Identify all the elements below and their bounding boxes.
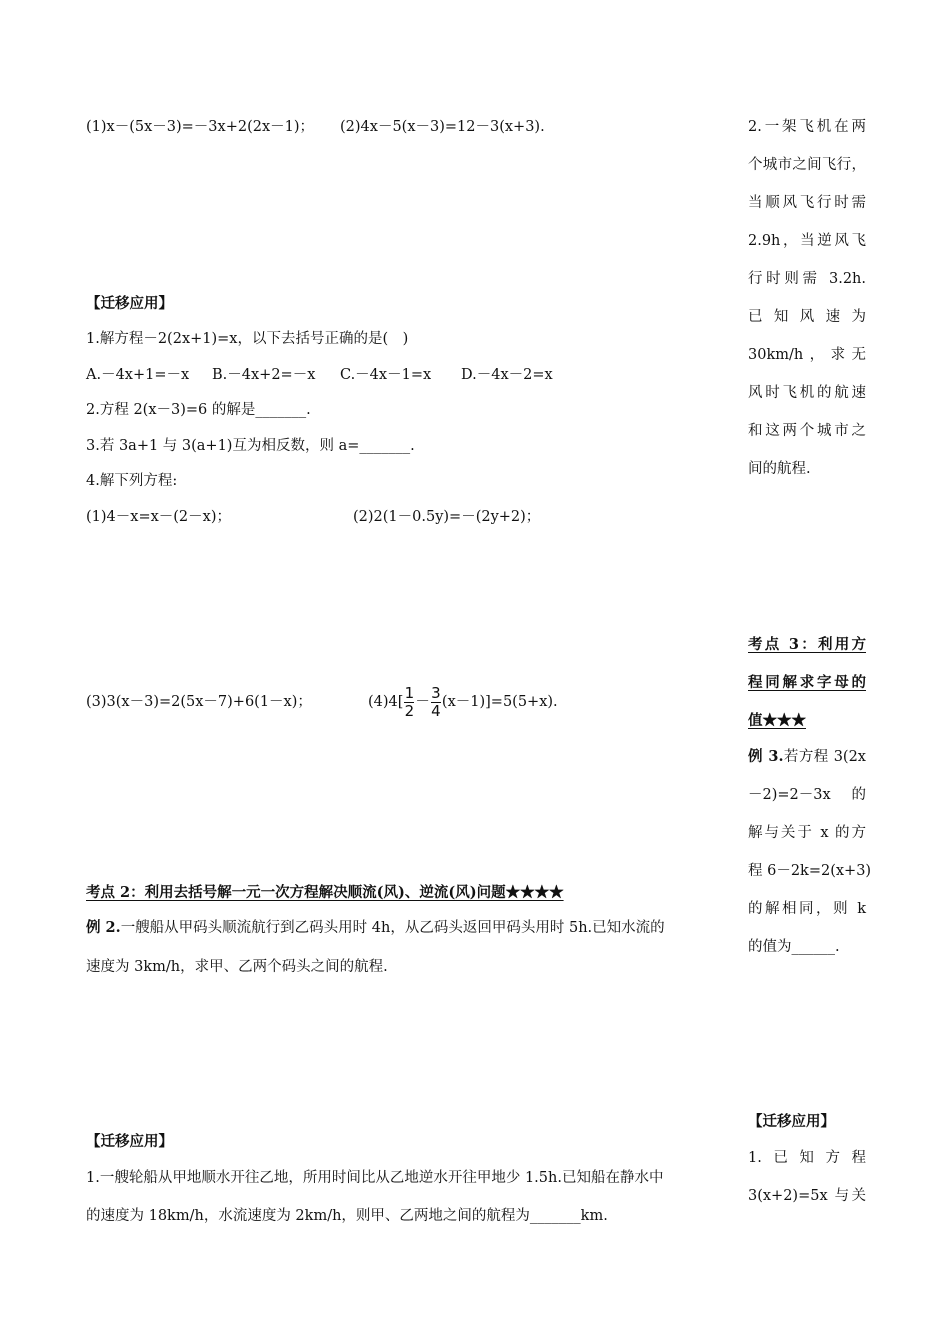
fraction-one-half	[404, 685, 414, 720]
fraction-2-denominator: 4	[431, 701, 441, 720]
example-3-text-1: 若方程 3(2x	[783, 749, 866, 765]
question-4-part-2: (2)2(1－0.5y)=－(2y+2)；	[353, 509, 541, 525]
plane-problem-line-4: 2.9h，当逆风飞	[748, 233, 866, 249]
transfer-heading-3: 【迁移应用】	[748, 1113, 835, 1130]
question-4-part-1: (1)4－x=x－(2－x)；	[86, 509, 231, 525]
example-2-text: 一艘船从甲码头顺流航行到乙码头用时 4h，从乙码头返回甲码头用时 5h.已知水流的	[120, 920, 665, 936]
transfer-heading-1: 【迁移应用】	[86, 295, 173, 312]
plane-problem-line-1: 2.一架飞机在两	[748, 119, 866, 135]
plane-problem-line-7: 30km/h，求无	[748, 347, 866, 363]
fraction-three-quarters	[431, 685, 441, 720]
example-2-line-2: 速度为 3km/h，求甲、乙两个码头之间的航程.	[86, 959, 388, 975]
q4-4-suffix: (x－1)]=5(5+x).	[441, 694, 558, 710]
question-1-option-b: B.－4x+2=－x	[212, 367, 316, 383]
question-1-option-c: C.－4x－1=x	[340, 367, 432, 383]
kaodian-2-heading: 考点 2：利用去括号解一元一次方程解决顺流(风)、逆流(风)问题★★★★	[86, 884, 564, 901]
kaodian-3-line-2	[748, 664, 866, 702]
kaodian-3-text-3: 值★★★	[748, 712, 806, 729]
equation-1: (1)x－(5x－3)=－3x+2(2x－1)；	[86, 119, 315, 135]
question-1-option-d: D.－4x－2=x	[461, 367, 553, 383]
question-4: 4.解下列方程:	[86, 473, 178, 489]
fraction-2-numerator: 3	[431, 683, 441, 702]
plane-problem-line-9: 和这两个城市之	[748, 423, 866, 439]
question-1: 1.解方程－2(2x+1)=x，以下去括号正确的是( )	[86, 331, 409, 347]
question-4-part-4	[368, 683, 558, 721]
kaodian-3-line-3	[748, 702, 866, 740]
question-3: 3.若 3a+1 与 3(a+1)互为相反数，则 a=_______.	[86, 438, 415, 454]
kaodian-3-text-1: 考点 3：利用方	[748, 636, 866, 653]
plane-problem-line-6: 已知风速为	[748, 309, 866, 325]
example-3-line-6: 的值为______.	[748, 939, 840, 955]
transfer-2-line-2: 的速度为 18km/h，水流速度为 2km/h，则甲、乙两地之间的航程为_______km.	[86, 1208, 608, 1224]
kaodian-3-line-1	[748, 626, 866, 664]
transfer-3-line-2: 3(x+2)=5x 与关	[748, 1188, 866, 1204]
q4-4-prefix: (4)4[	[368, 694, 404, 710]
plane-problem-line-2: 个城市之间飞行，	[748, 157, 866, 173]
example-3-line-5: 的解相同，则 k	[748, 901, 866, 917]
fraction-1-denominator: 2	[404, 701, 415, 720]
example-3-line-1	[748, 738, 866, 776]
kaodian-3-text-2: 程同解求字母的	[748, 674, 866, 691]
equation-2: (2)4x－5(x－3)=12－3(x+3).	[340, 119, 545, 135]
fraction-1-numerator: 1	[404, 683, 415, 702]
example-3-line-4: 程 6－2k=2(x+3)	[748, 863, 872, 879]
question-2: 2.方程 2(x－3)=6 的解是_______.	[86, 402, 311, 418]
plane-problem-line-5: 行时则需 3.2h.	[748, 271, 866, 287]
transfer-2-line-1: 1.一艘轮船从甲地顺水开往乙地，所用时间比从乙地逆水开往甲地少 1.5h.已知船在静水中	[86, 1170, 664, 1186]
plane-problem-line-3: 当顺风飞行时需	[748, 195, 866, 211]
transfer-3-line-1: 1.已知方程	[748, 1150, 866, 1166]
question-4-part-3: (3)3(x－3)=2(5x－7)+6(1－x)；	[86, 694, 312, 710]
plane-problem-line-10: 间的航程.	[748, 461, 811, 477]
example-2-label: 例 2.	[86, 919, 121, 936]
plane-problem-line-8: 风时飞机的航速	[748, 385, 866, 401]
q4-4-minus: －	[415, 694, 430, 710]
transfer-heading-2: 【迁移应用】	[86, 1133, 173, 1150]
example-3-label: 例 3.	[748, 748, 784, 765]
example-2-line-1	[86, 918, 665, 938]
example-3-line-2: －2)=2－3x 的	[748, 787, 866, 803]
question-1-option-a: A.－4x+1=－x	[86, 367, 190, 383]
example-3-line-3: 解与关于 x 的方	[748, 825, 866, 841]
